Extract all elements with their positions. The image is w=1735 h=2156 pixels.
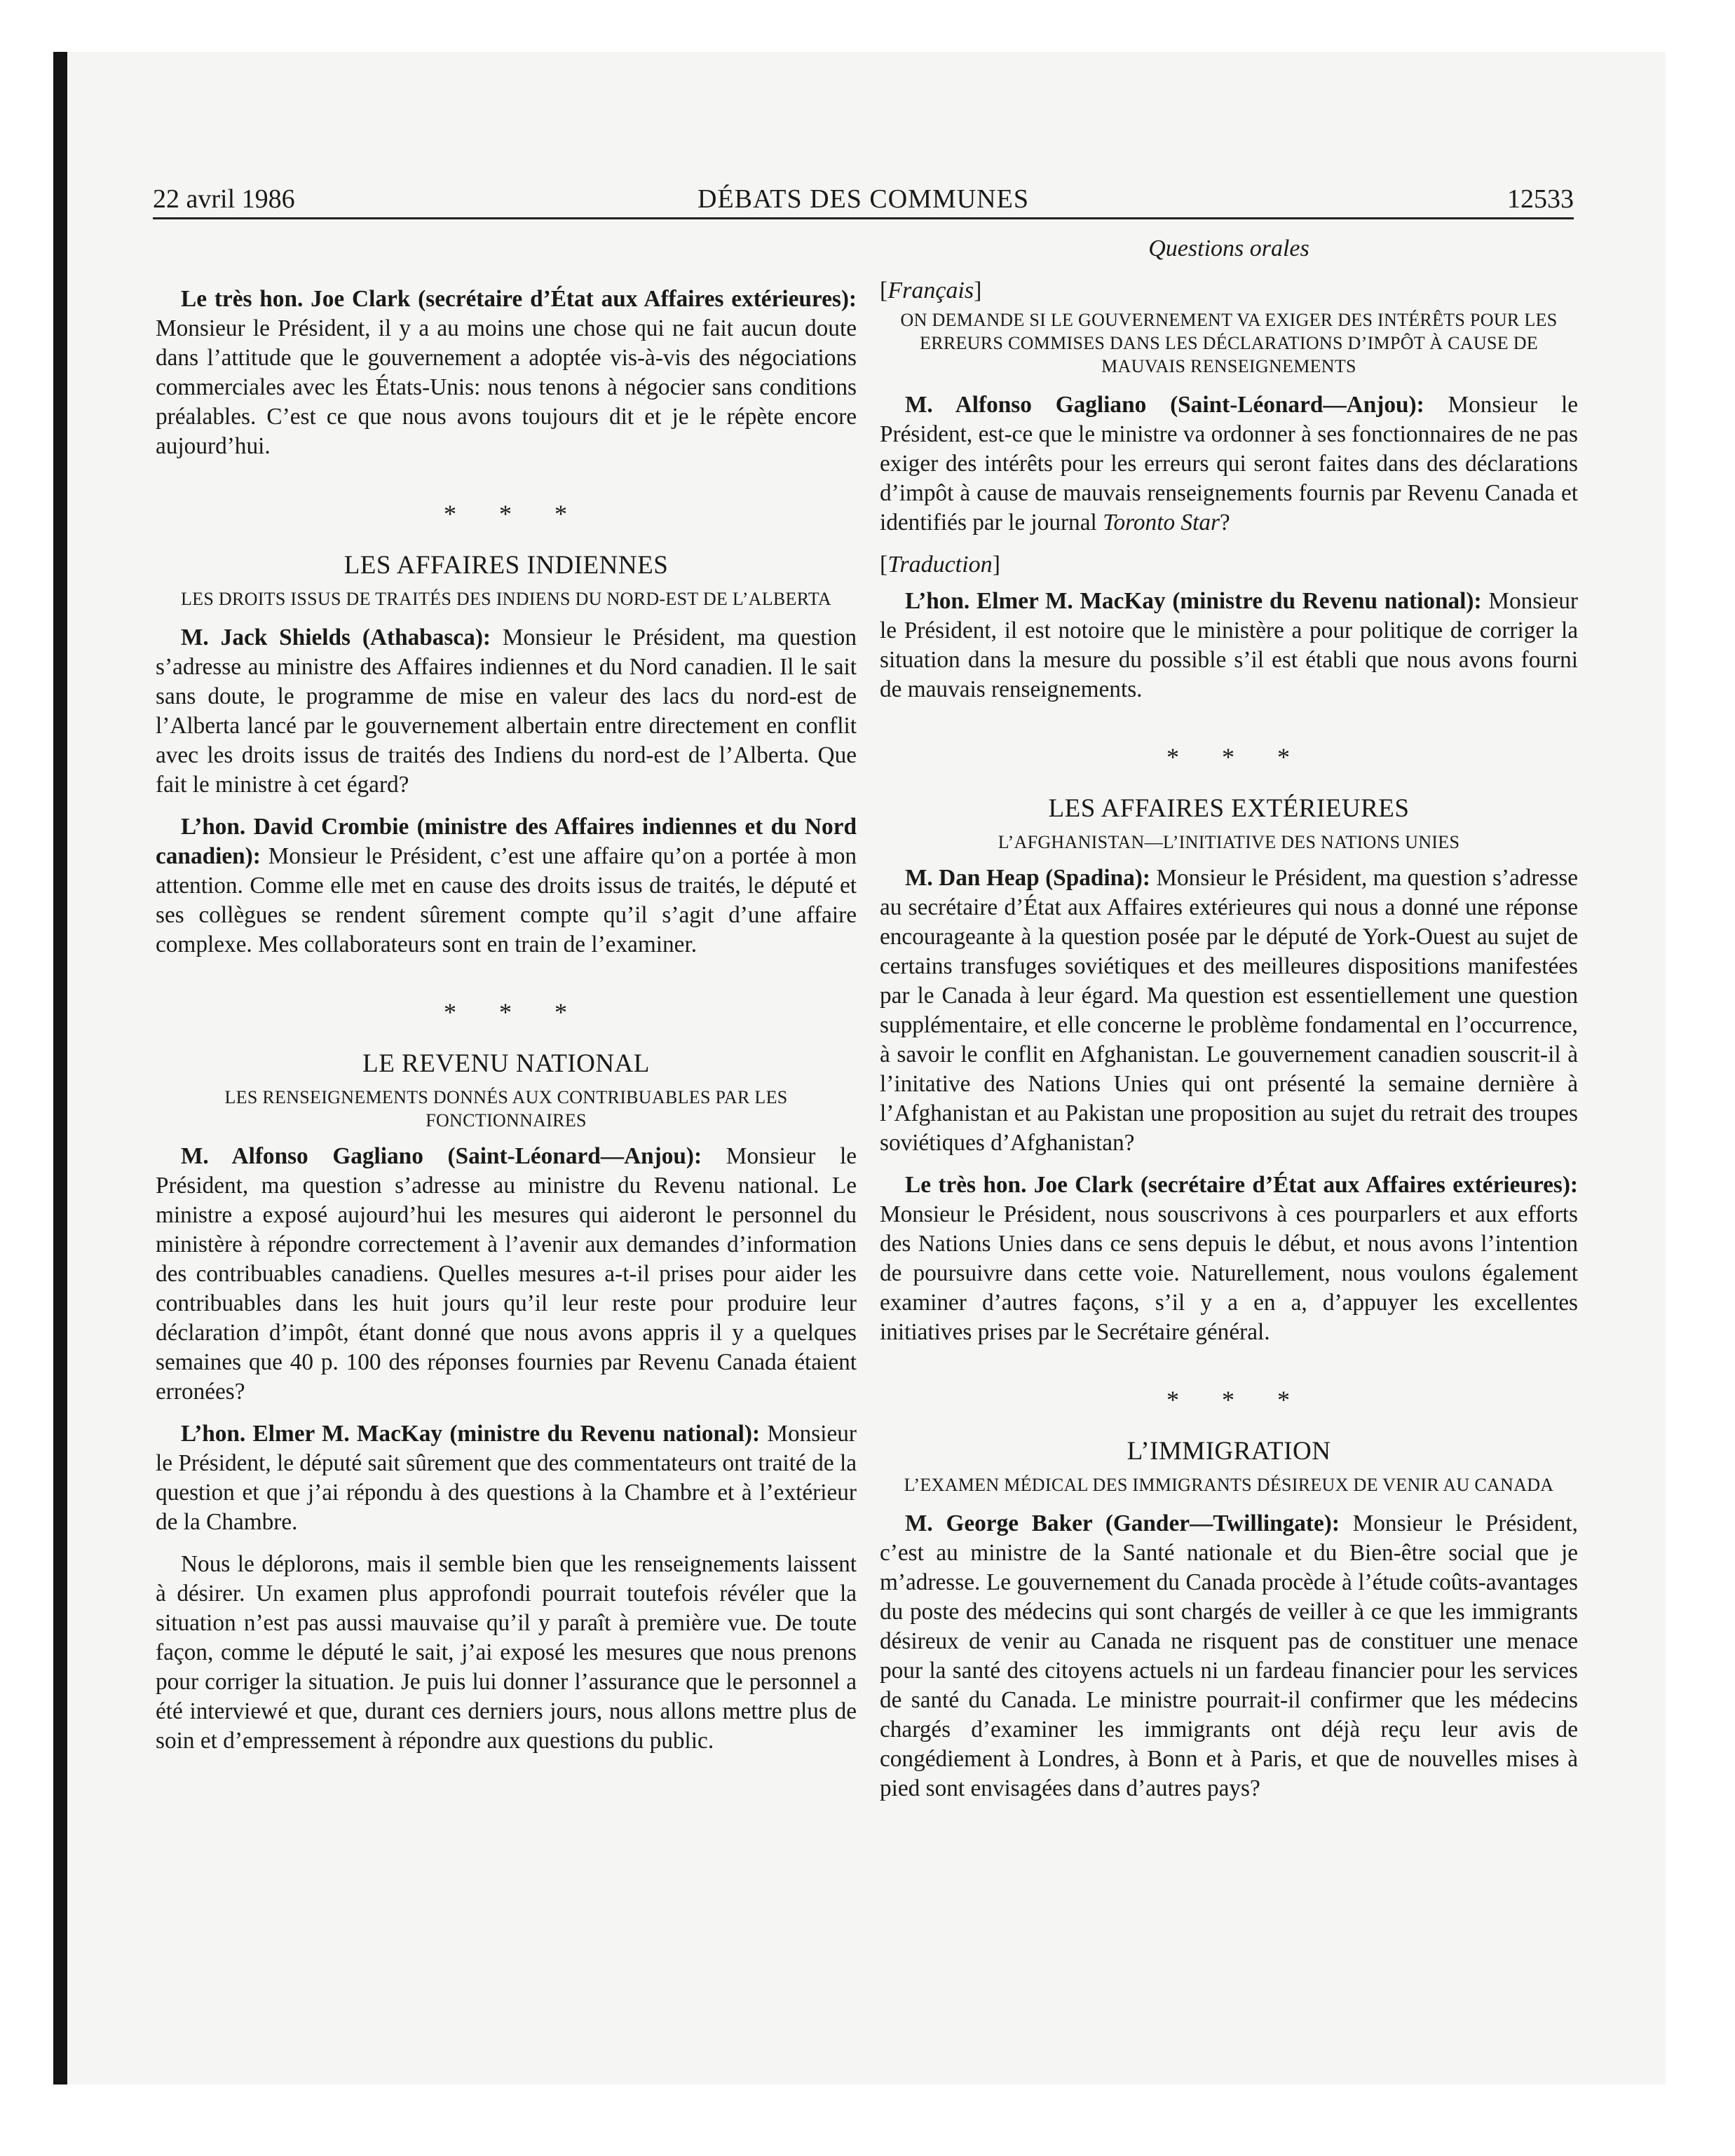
speaker-name: Le très hon. Joe Clark (secrétaire d’État aux Affaires extérieures): <box>905 1172 1578 1198</box>
section-subheading: LES RENSEIGNEMENTS DONNÉS AUX CONTRIBUABLES PAR LES FONCTIONNAIRES <box>224 1087 788 1131</box>
speaker-name: M. George Baker (Gander—Twillingate): <box>905 1510 1340 1536</box>
left-column <box>156 224 857 1756</box>
paragraph-gagliano-1 <box>156 1142 857 1407</box>
speaker-name: M. Dan Heap (Spadina): <box>905 865 1150 891</box>
paragraph-mackay-2 <box>880 587 1578 704</box>
section-heading: LE REVENU NATIONAL <box>362 1049 650 1078</box>
section-subheading: ON DEMANDE SI LE GOUVERNEMENT VA EXIGER DES INTÉRÊTS POUR LES ERREURS COMMISES DANS LES DÉCLARATIONS D’IMPÔT À CAUSE DE MAUVAIS RENSEIGNEMENTS <box>900 310 1558 376</box>
speech-text-end: ? <box>1219 510 1230 535</box>
paragraph-crombie <box>156 812 857 960</box>
section-rubric: Questions orales <box>1148 236 1309 261</box>
section-subheading: LES DROITS ISSUS DE TRAITÉS DES INDIENS DU NORD-EST DE L’ALBERTA <box>181 589 831 609</box>
section-heading: L’IMMIGRATION <box>1127 1437 1331 1466</box>
speech-text: Monsieur le Président, ma question s’adresse au ministre du Revenu national. Le ministre a exposé aujourd’hui les mesures qui aideront le personnel du ministère à répondre correctement à l’avenir aux demandes d’information des contribuables canadiens. Quelles mesures a-t-il prises pour aider les contribuables dans les huit jours qu’il leur reste pour produire leur déclaration d’impôt, étant donné que nous avons appris il y a quelques semaines que 40 p. 100 des réponses fournies par Revenu Canada étaient erronées? <box>156 1143 857 1405</box>
paragraph-gagliano-2 <box>880 390 1578 538</box>
speech-text: Monsieur le Président, il est notoire que le ministère a pour politique de corriger la situation dans la mesure du possible s’il est établi que nous avons fourni de mauvais renseignements. <box>880 588 1578 702</box>
section-heading: LES AFFAIRES INDIENNES <box>343 551 669 580</box>
section-separator: * * * <box>1166 743 1308 771</box>
speech-text: Monsieur le Président, est-ce que le ministre va ordonner à ses fonctionnaires de ne pas exiger des intérêts pour les erreurs qui seront faites dans des déclarations d’impôt à cause de mauvais renseignements fournis par Revenu Canada et identifiés par le journal <box>880 392 1578 535</box>
paragraph-heap <box>880 864 1578 1158</box>
speech-text: Monsieur le Président, c’est une affaire qu’on a portée à mon attention. Comme elle met en cause des droits issus de traités, le député et ses collègues se rendent sûrement compte qu’il s’agit d’une affaire complexe. Mes collaborateurs sont en train de l’examiner. <box>156 843 857 957</box>
header-title: DÉBATS DES COMMUNES <box>698 184 1029 214</box>
speech-text: Monsieur le Président, ma question s’adresse au ministre des Affaires indiennes et du Nord canadien. Il le sait sans doute, le programme de mise en valeur des lacs du nord-est de l’Alberta lancé par le gouvernement albertain entre directement en conflit avec les droits issus de traités des Indiens du nord-est de l’Alberta. Que fait le ministre à cet égard? <box>156 625 857 798</box>
language-marker: [Traduction] <box>880 552 1000 578</box>
section-separator: * * * <box>1166 1386 1308 1414</box>
paragraph-shields <box>156 623 857 800</box>
paragraph-mackay-1 <box>156 1419 857 1537</box>
newspaper-title: Toronto Star <box>1103 510 1220 535</box>
header-date: 22 avril 1986 <box>153 184 295 214</box>
speech-text: Monsieur le Président, ma question s’adresse au secrétaire d’État aux Affaires extérieures qui nous a donné une réponse encourageante à la question posée par le député de York-Ouest au sujet de certains transfuges soviétiques et des meilleures dispositions manifestées par le Canada à leur égard. Ma question est essentiellement une question supplémentaire, et elle concerne le problème fondamental en l’occurrence, à savoir le conflit en Afghanistan. Le gouvernement canadien souscrit-il à l’initative des Nations Unies qui ont présenté la semaine dernière à l’Afghanistan et au Pakistan une proposition au sujet du retrait des troupes soviétiques d’Afghanistan? <box>880 865 1578 1156</box>
section-subheading: L’EXAMEN MÉDICAL DES IMMIGRANTS DÉSIREUX DE VENIR AU CANADA <box>904 1475 1554 1495</box>
paragraph-clark-2 <box>880 1171 1578 1347</box>
section-subheading: L’AFGHANISTAN—L’INITIATIVE DES NATIONS UNIES <box>998 832 1460 852</box>
speaker-name: M. Alfonso Gagliano (Saint-Léonard—Anjou): <box>181 1143 702 1169</box>
section-separator: * * * <box>444 998 585 1026</box>
language-marker: [Français] <box>880 278 982 303</box>
section-separator: * * * <box>444 500 585 528</box>
binding-edge <box>53 52 67 2085</box>
right-column <box>880 224 1578 1803</box>
section-heading: LES AFFAIRES EXTÉRIEURES <box>1048 794 1410 823</box>
speaker-name: L’hon. David Crombie (ministre des Affaires indiennes et du Nord canadien): <box>156 814 857 869</box>
speech-text: Monsieur le Président, le député sait sûrement que des commentateurs ont traité de la question et que j’ai répondu à des questions à la Chambre et à l’extérieur de la Chambre. <box>156 1421 857 1535</box>
paragraph-mackay-1-continued: Nous le déplorons, mais il semble bien que les renseignements laissent à désirer. Un examen plus approfondi pourrait toutefois révéler que la situation n’est pas aussi mauvaise qu’il y paraît à première vue. De toute façon, comme le député le sait, j’ai exposé les mesures que nous prenons pour corriger la situation. Je puis lui donner l’assurance que le personnel a été interviewé et que, durant ces derniers jours, nous allons mettre plus de soin et d’empressement à répondre aux questions du public. <box>156 1551 857 1754</box>
header-rule <box>153 217 1574 219</box>
speaker-name: L’hon. Elmer M. MacKay (ministre du Revenu national): <box>181 1421 761 1447</box>
speaker-name: Le très hon. Joe Clark (secrétaire d’État aux Affaires extérieures): <box>181 286 857 312</box>
page-number: 12533 <box>1507 184 1574 214</box>
language-label: Traduction <box>887 552 993 578</box>
language-label: Français <box>887 278 974 303</box>
speech-text: Monsieur le Président, il y a au moins une chose qui ne fait aucun doute dans l’attitude que le gouvernement a adoptée vis-à-vis des négociations commerciales avec les États-Unis: nous tenons à négocier sans conditions préalables. C’est ce que nous avons toujours dit et je le répète encore aujourd’hui. <box>156 315 857 459</box>
speaker-name: M. Alfonso Gagliano (Saint-Léonard—Anjou): <box>905 392 1424 418</box>
speech-text: Monsieur le Président, nous souscrivons à ces pourparlers et aux efforts des Nations Unies dans ce sens depuis le début, et nous avons l’intention de poursuivre dans cette voie. Naturellement, nous voulons également examiner d’autres façons, s’il y a en a, d’appuyer les excellentes initiatives prises par le Secrétaire général. <box>880 1201 1578 1345</box>
paragraph-clark-1 <box>156 285 857 461</box>
speaker-name: L’hon. Elmer M. MacKay (ministre du Revenu national): <box>905 588 1482 614</box>
paragraph-baker <box>880 1509 1578 1803</box>
speaker-name: M. Jack Shields (Athabasca): <box>181 625 491 650</box>
speech-text: Monsieur le Président, c’est au ministre de la Santé nationale et du Bien-être social que je m’adresse. Le gouvernement du Canada procède à l’étude coûts-avantages du poste des médecins qui sont chargés de veiller à ce que les immigrants désireux de venir au Canada ne risquent pas de constituer une menace pour la santé des citoyens actuels ni un fardeau financier pour les services de santé du Canada. Le ministre pourrait-il confirmer que les médecins chargés d’examiner les immigrants ont déjà reçu leur avis de congédiement à Londres, à Bonn et à Paris, et que de nouvelles mises à pied sont envisagées dans d’autres pays? <box>880 1510 1579 1801</box>
